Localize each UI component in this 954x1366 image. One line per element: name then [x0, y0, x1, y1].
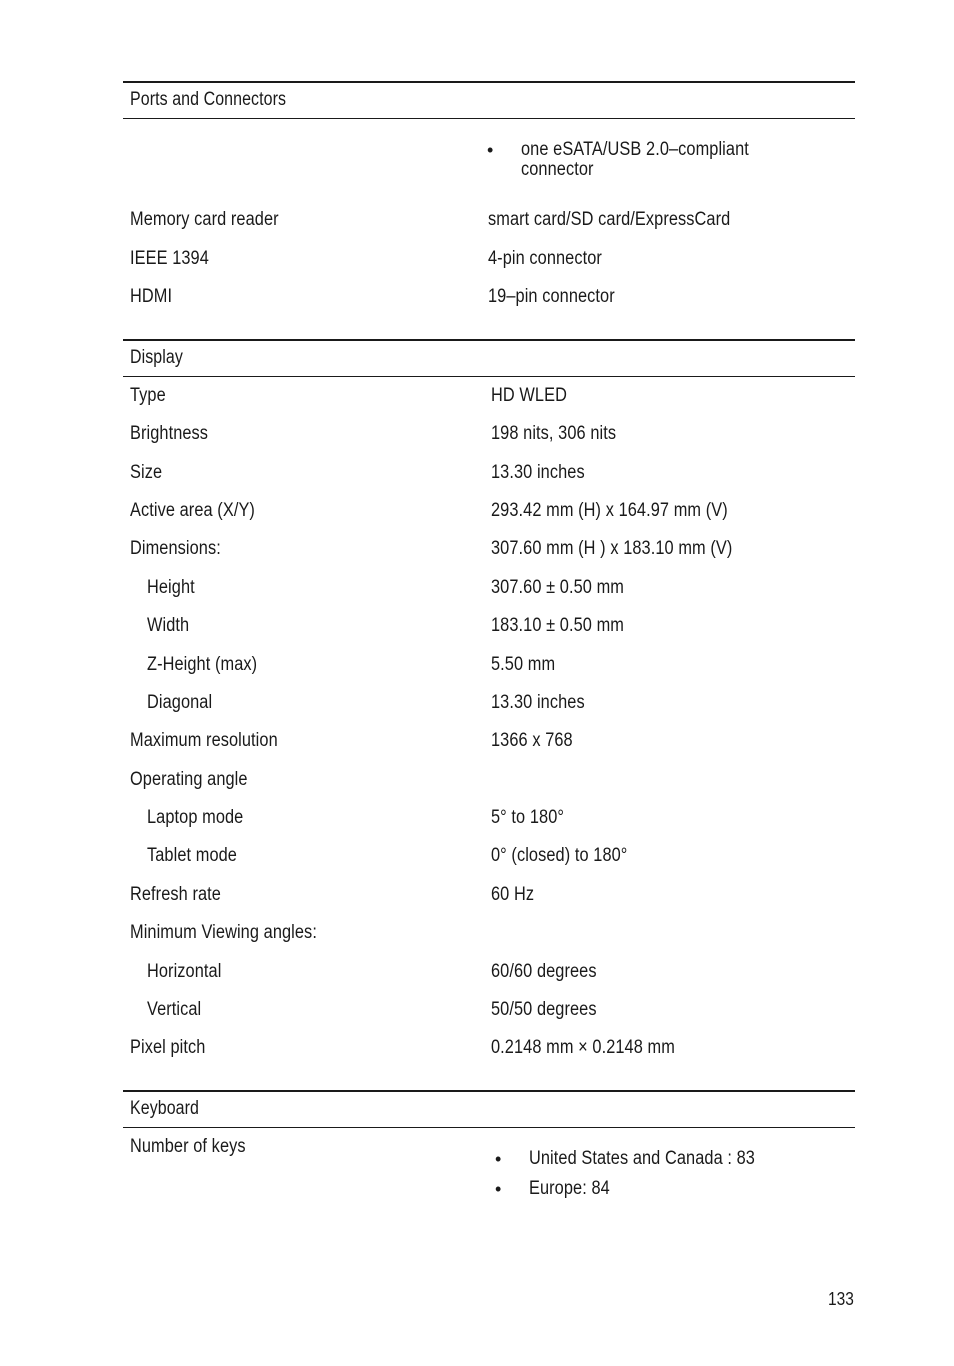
page-number: 133 [828, 1289, 854, 1309]
spec-sublabel: Horizontal [147, 961, 222, 982]
section-heading-rule [123, 118, 855, 119]
esata-value-line2: connector [521, 159, 594, 180]
spec-value: smart card/SD card/ExpressCard [488, 209, 731, 230]
spec-value: 1366 x 768 [491, 730, 573, 751]
spec-label: Operating angle [130, 769, 248, 790]
spec-sublabel: Vertical [147, 999, 202, 1020]
spec-label: Type [130, 385, 166, 406]
spec-label: Pixel pitch [130, 1037, 206, 1058]
spec-value: 50/50 degrees [491, 999, 597, 1020]
spec-value: 13.30 inches [491, 692, 585, 713]
spec-label: Number of keys [130, 1136, 246, 1157]
spec-label: HDMI [130, 286, 173, 307]
spec-sublabel: Z-Height (max) [147, 654, 258, 675]
spec-value: 19–pin connector [488, 286, 615, 307]
bullet-icon: • [487, 140, 494, 160]
spec-value: 307.60 ± 0.50 mm [491, 577, 624, 598]
section-heading-ports: Ports and Connectors [130, 89, 287, 110]
spec-label: Active area (X/Y) [130, 500, 255, 521]
spec-label: Size [130, 462, 163, 483]
spec-value: 60 Hz [491, 884, 535, 905]
spec-value: 5° to 180° [491, 807, 564, 828]
spec-value: 4-pin connector [488, 248, 602, 269]
bullet-icon: • [495, 1149, 502, 1169]
list-item: United States and Canada : 83 [529, 1148, 755, 1169]
spec-sublabel: Height [147, 577, 195, 598]
bullet-icon: • [495, 1179, 502, 1199]
spec-value: 307.60 mm (H ) x 183.10 mm (V) [491, 538, 733, 559]
spec-value: 198 nits, 306 nits [491, 423, 617, 444]
spec-label: Minimum Viewing angles: [130, 922, 317, 943]
spec-value: 13.30 inches [491, 462, 585, 483]
spec-label: Brightness [130, 423, 209, 444]
spec-value: 183.10 ± 0.50 mm [491, 615, 624, 636]
section-heading-keyboard: Keyboard [130, 1098, 199, 1119]
spec-sublabel: Width [147, 615, 190, 636]
spec-value: 5.50 mm [491, 654, 556, 675]
spec-sublabel: Diagonal [147, 692, 213, 713]
spec-value: 60/60 degrees [491, 961, 597, 982]
spec-label: Refresh rate [130, 884, 221, 905]
spec-label: Memory card reader [130, 209, 279, 230]
list-item: Europe: 84 [529, 1178, 610, 1199]
section-top-rule [123, 339, 855, 341]
spec-value: 0.2148 mm × 0.2148 mm [491, 1037, 675, 1058]
section-top-rule [123, 81, 855, 83]
spec-sublabel: Laptop mode [147, 807, 244, 828]
spec-value: 0° (closed) to 180° [491, 845, 628, 866]
spec-label: Dimensions: [130, 538, 221, 559]
spec-label: IEEE 1394 [130, 248, 209, 269]
spec-label: Maximum resolution [130, 730, 278, 751]
section-heading-rule [123, 1127, 855, 1128]
section-heading-rule [123, 376, 855, 377]
section-heading-display: Display [130, 347, 183, 368]
spec-value: 293.42 mm (H) x 164.97 mm (V) [491, 500, 728, 521]
esata-value-line1: one eSATA/USB 2.0–compliant [521, 139, 749, 160]
section-top-rule [123, 1090, 855, 1092]
spec-value: HD WLED [491, 385, 567, 406]
spec-sublabel: Tablet mode [147, 845, 237, 866]
